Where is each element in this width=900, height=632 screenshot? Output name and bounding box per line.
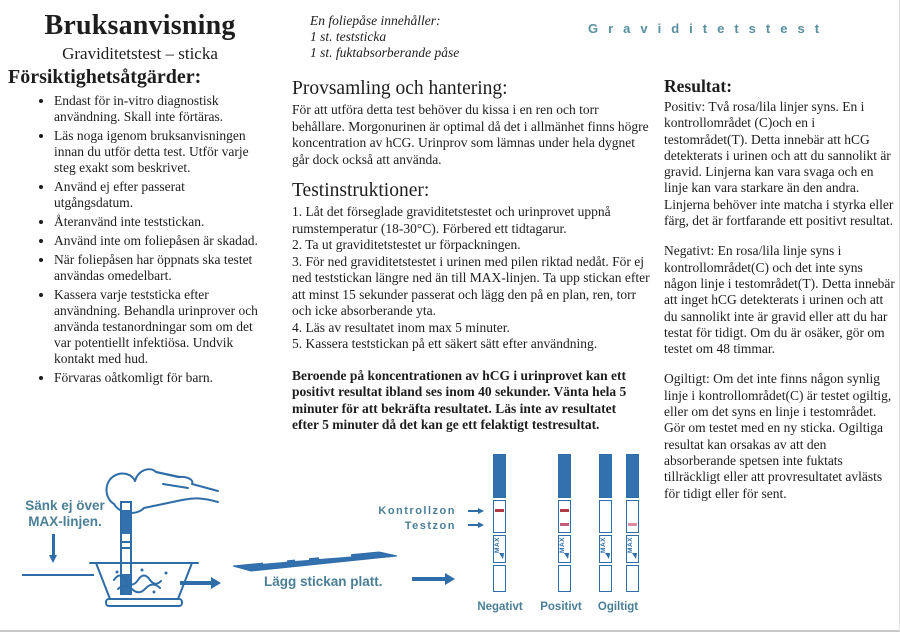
splash-dot — [116, 571, 119, 574]
step-item: 4. Läs av resultatet inom max 5 minuter. — [292, 319, 510, 335]
stick-result-window — [493, 500, 506, 533]
stick-handle — [626, 454, 639, 498]
stick-label-negative: Negativt — [477, 601, 523, 613]
finger-lines — [156, 472, 188, 488]
step-item: 1. Låt det förseglade graviditetstestet och urinprovet uppnå rumstemperatur (18-30°C). Förbered ett tidtagarur. — [292, 204, 611, 236]
stick-max-zone — [599, 535, 612, 563]
down-arrow-icon — [52, 534, 55, 556]
list-item: • Återanvänd inte teststickan. — [54, 214, 266, 230]
flat-stick-window — [295, 559, 309, 560]
step-item: 2. Ta ut graviditetstestet ur förpackningen. — [292, 237, 521, 252]
middle-column — [292, 78, 654, 434]
step-item: 3. För ned graviditetstestet i urinen med pilen riktad nedåt. För ej ned teststickan längre ned än till MAX-linjen. Ta upp stickan efter att minst 15 sekunder passerat och lägg den på en plan, ren, torr och icke absorberande yta. — [292, 253, 650, 318]
stick-result-window — [626, 500, 639, 533]
test-stick — [493, 454, 506, 592]
list-item: • Använd ej efter passerat utgångsdatum. — [54, 179, 266, 211]
stick-result-window — [599, 500, 612, 533]
precautions-section — [8, 66, 266, 389]
list-item: • Läs noga igenom bruksanvisningen innan du utför detta test. Utför varje steg exakt som beskrivet. — [54, 128, 266, 176]
zone-labels — [374, 504, 456, 534]
results-heading: Resultat: — [664, 76, 733, 96]
control-zone-arrow-icon — [468, 510, 478, 512]
flat-stick-illustration — [231, 549, 399, 573]
package-contents-item: 1 st. fuktabsorberande påse — [310, 45, 460, 60]
cup-base — [106, 599, 182, 606]
list-item: • Kassera varje teststicka efter användning. Behandla urinprover och använda testanordningar som om det var potentiellt infektiösa. Undvik kontakt med hud. — [54, 287, 266, 367]
step-item: 5. Kassera teststickan på ett säkert sätt efter användning. — [292, 336, 598, 351]
max-label: MAX — [627, 537, 634, 553]
precautions-list — [8, 93, 266, 386]
result-invalid-text: Ogiltigt: Om det inte finns någon synlig linje i kontrollområdet(C) är testet ogiltig, eller om det syns en linje i testområdet. Gör om testet med en ny sticka. Ogiltiga resultat kan orsakas av att den absorberande spetsen inte fuktats tillräckligt eller att provresultatet avlästs för tidigt eller för sent. — [664, 371, 892, 501]
page-subtitle: Graviditetstest – sticka — [62, 44, 218, 63]
instructions-steps — [292, 204, 654, 353]
stick-tip — [626, 565, 639, 592]
stick-label-positive: Positivt — [540, 601, 582, 613]
splash-dot — [153, 591, 156, 594]
test-line — [628, 523, 637, 526]
stick-result-window — [558, 500, 571, 533]
fingers-outline — [135, 469, 218, 491]
page-title: Bruksanvisning — [44, 10, 236, 41]
title-block — [10, 10, 270, 64]
test-stick — [558, 454, 571, 592]
results-section — [664, 76, 899, 516]
lay-flat-note: Lägg stickan platt. — [264, 574, 383, 589]
max-label: MAX — [494, 537, 501, 553]
splash-dot — [165, 572, 168, 575]
stick-handle — [558, 454, 571, 498]
control-line — [560, 509, 569, 512]
list-item: • Förvaras oåtkomligt för barn. — [54, 370, 266, 386]
stick-handle — [599, 454, 612, 498]
test-zone-arrow-icon — [468, 524, 478, 526]
stick-label-invalid: Ogiltigt — [597, 601, 639, 613]
dip-depth-note: Sänk ej över MAX-linjen. — [25, 498, 105, 529]
list-item: • När foliepåsen har öppnats ska testet användas omedelbart. — [54, 252, 266, 284]
test-line — [560, 523, 569, 526]
package-contents — [310, 13, 459, 61]
package-contents-heading: En foliepåse innehåller: — [310, 13, 441, 28]
sampling-heading: Provsamling och hantering: — [292, 78, 508, 99]
control-zone-label: Kontrollzon — [378, 505, 456, 517]
max-label: MAX — [559, 537, 566, 553]
step-arrow-icon — [180, 581, 212, 585]
package-contents-item: 1 st. teststicka — [310, 29, 387, 44]
precautions-heading: Försiktighetsåtgärder: — [8, 66, 202, 88]
result-negative-text: Negativt: En rosa/lila linje syns i kontrollområdet(C) och det inte syns någon linje i testområdet(T). Detta innebär att inget hCG detekterats i urinen och att du sannolikt inte är gravid eller att du har testat för tidigt. Om du är osäker, gör om testet om 48 timmar. — [664, 243, 895, 357]
test-zone-label: Testzon — [404, 520, 456, 532]
stick-tip — [599, 565, 612, 592]
instructions-heading: Testinstruktioner: — [292, 180, 430, 201]
stick-max-zone — [493, 535, 506, 563]
stick-handle-segment — [122, 510, 130, 534]
stick-tip — [558, 565, 571, 592]
test-stick — [626, 454, 639, 592]
result-positive-text: Positiv: Två rosa/lila linjer syns. En i kontrollområdet (C)och en i testområdet(T). Detta innebär att hCG detekterats i urinen och att du sannolikt är gravid. Linjerna kan vara svaga och en linje kan vara starkare än den andra. Linjerna behöver inte matcha i styrka eller färg, det är fortfarande ett positivt resultat. — [664, 99, 894, 229]
flat-stick-body — [233, 552, 397, 571]
test-stick — [599, 454, 612, 592]
timing-warning-note: Beroende på koncentrationen av hCG i urinprovet kan ett positivt resultat ibland ses inom 40 sekunder. Vänta hela 5 minuter för att bekräfta resultatet. Läs inte av resultatet efter 5 minuter då det kan ge ett felaktigt testresultat. — [292, 367, 627, 432]
brand-wordmark: Graviditetstest — [588, 21, 830, 36]
list-item: • Använd inte om foliepåsen är skadad. — [54, 233, 266, 249]
stick-max-zone — [558, 535, 571, 563]
stick-max-zone — [626, 535, 639, 563]
splash-dot — [141, 569, 144, 572]
max-label: MAX — [600, 537, 607, 553]
thumb-outline — [107, 474, 136, 504]
control-line — [495, 509, 504, 512]
cup-body — [96, 563, 192, 599]
stick-handle — [493, 454, 506, 498]
step-arrow-icon — [412, 577, 446, 581]
stick-tip — [493, 565, 506, 592]
list-item: • Endast för in-vitro diagnostisk användning. Skall inte förtäras. — [54, 93, 266, 125]
sampling-body: För att utföra detta test behöver du kissa i en ren och torr behållare. Morgonurinen är optimal då det i allmänhet finns högre koncentration av hCG. Urinprov som lämnas under hela dygnet går dock också att använda. — [292, 102, 649, 167]
cup-dipping-illustration — [84, 458, 222, 610]
